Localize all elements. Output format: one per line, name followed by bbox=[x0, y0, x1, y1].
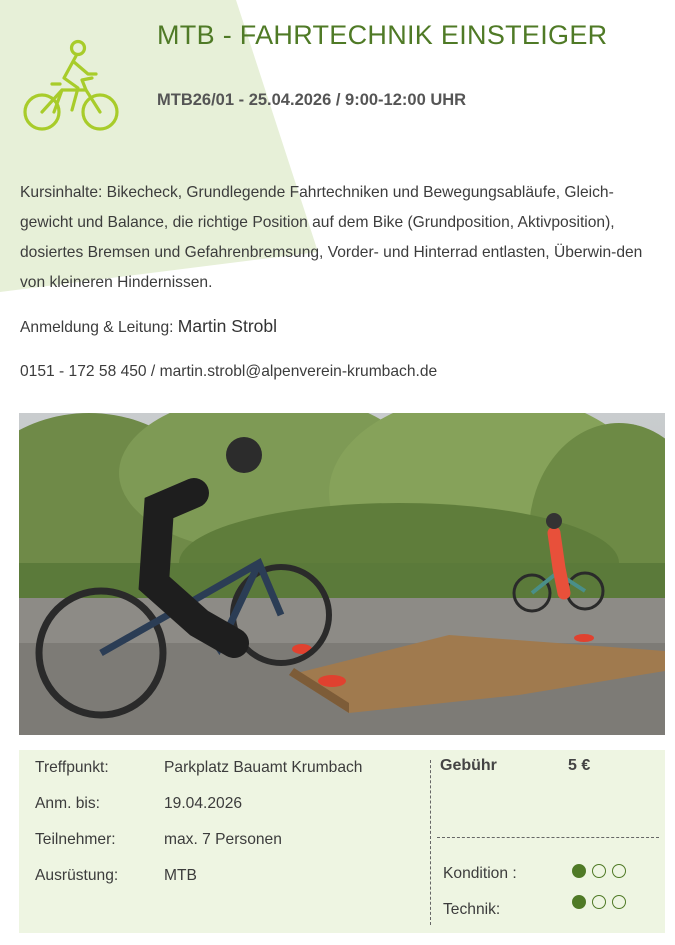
contact-separator: / bbox=[146, 363, 160, 380]
page-title: MTB - FAHRTECHNIK EINSTEIGER bbox=[157, 20, 608, 50]
contact-label: Anmeldung & Leitung: bbox=[20, 319, 174, 336]
contact-details bbox=[20, 363, 437, 381]
detail-value-teilnehmer: max. 7 Personen bbox=[164, 831, 282, 848]
fee-label: Gebühr bbox=[440, 757, 497, 774]
mountain-bike-cyclist-icon bbox=[18, 34, 124, 134]
contact-info bbox=[20, 316, 277, 337]
detail-label-ausruestung: Ausrüstung: bbox=[35, 867, 119, 884]
rating-label-kondition: Kondition : bbox=[443, 865, 517, 882]
rating-dots-kondition bbox=[572, 864, 626, 878]
detail-value-anmeldeschluss: 19.04.2026 bbox=[164, 795, 243, 812]
rating-dot-empty bbox=[592, 895, 606, 909]
contact-name: Martin Strobl bbox=[177, 316, 277, 336]
course-date-time: MTB26/01 - 25.04.2026 / 9:00-12:00 UHR bbox=[157, 91, 467, 109]
rating-dot-empty bbox=[612, 864, 626, 878]
course-description: Kursinhalte: Bikecheck, Grundlegende Fahrtechniken und Bewegungsabläufe, Gleich-gewicht und Balance, die richtige Position auf dem Bike (Grundposition, Aktivposition), dosiertes Bremsen und Gefahrenbremsung, Vorder- und Hinterrad entlasten, Überwin-den von kleineren Hindernissen. bbox=[20, 184, 643, 291]
detail-value-treffpunkt: Parkplatz Bauamt Krumbach bbox=[164, 759, 363, 776]
detail-value-ausruestung: MTB bbox=[164, 867, 197, 884]
detail-label-treffpunkt: Treffpunkt: bbox=[35, 759, 109, 776]
rating-dots-technik bbox=[572, 895, 626, 909]
contact-email[interactable]: martin.strobl@alpenverein-krumbach.de bbox=[159, 363, 438, 380]
vertical-divider bbox=[430, 760, 431, 925]
rating-dot-empty bbox=[612, 895, 626, 909]
rating-label-technik: Technik: bbox=[443, 901, 501, 918]
rating-dot-filled bbox=[572, 864, 586, 878]
detail-label-anmeldeschluss: Anm. bis: bbox=[35, 795, 100, 812]
horizontal-divider bbox=[437, 837, 659, 838]
contact-phone[interactable]: 0151 - 172 58 450 bbox=[20, 363, 147, 380]
rating-dot-filled bbox=[572, 895, 586, 909]
detail-label-teilnehmer: Teilnehmer: bbox=[35, 831, 116, 848]
rating-dot-empty bbox=[592, 864, 606, 878]
course-details-panel bbox=[19, 750, 665, 933]
course-photo bbox=[19, 413, 665, 735]
fee-value: 5 € bbox=[568, 757, 591, 774]
